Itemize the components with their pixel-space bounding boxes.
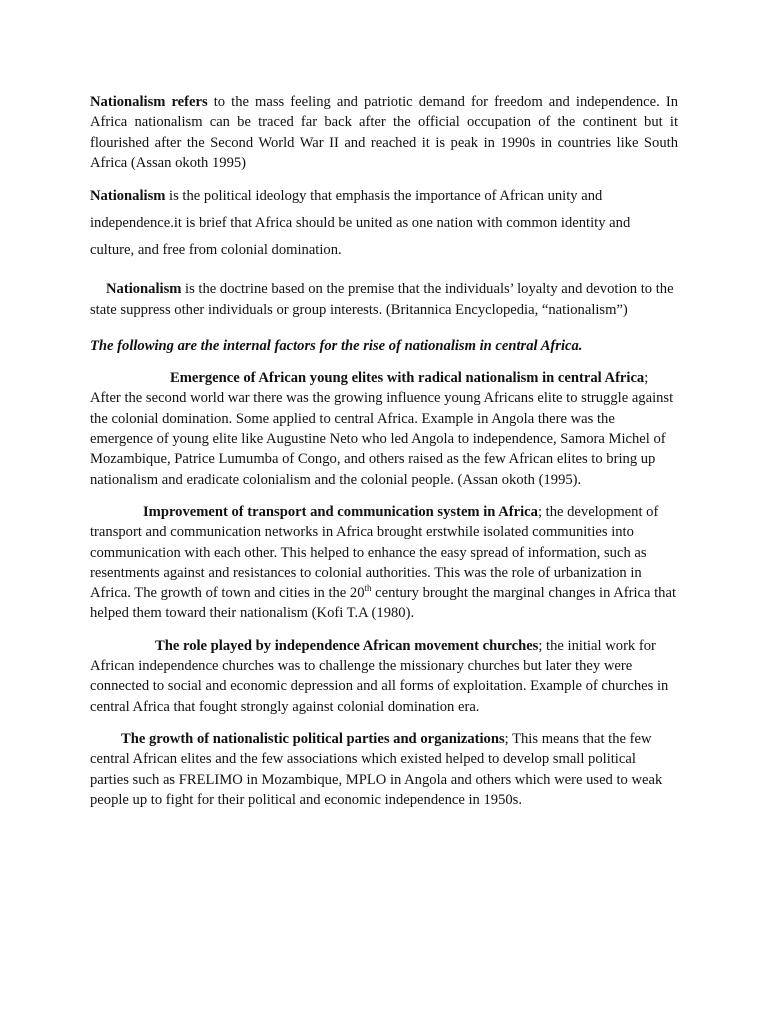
term-nationalism: Nationalism xyxy=(106,281,182,298)
paragraph-churches xyxy=(90,636,678,717)
paragraph-text: ; This means that the few central African elites and the few associations which existed helped to develop small political parties such as FRELIMO in Mozambique, MPLO in Angola and others which were used to weak people up to fight for their political and economic independence in 1950s. xyxy=(90,730,663,808)
paragraph-text: ; the initial work for African independence churches was to challenge the missionary churches but later they were connected to social and economic depression and all forms of exploitation. Example of churches in central Africa that fought strongly against colonial domination era. xyxy=(90,637,669,715)
section-heading-internal-factors xyxy=(90,336,678,356)
term-nationalism: Nationalism xyxy=(90,188,166,205)
paragraph-political-parties xyxy=(90,729,678,810)
paragraph-text: ; After the second world war there was the growing influence young Africans elite to struggle against the colonial domination. Some applied to central Africa. Example in Angola there was the emergence of young elite like Augustine Neto who led Angola to independence, Samora Michel of Mozambique, Patrice Lumumba of Congo, and others raised as the few African elites to bring up nationalism and eradicate colonialism and the colonial people. (Assan okoth (1995). xyxy=(90,370,674,488)
superscript-ordinal: th xyxy=(364,583,372,594)
paragraph-doctrine xyxy=(90,279,678,320)
paragraph-text: to the mass feeling and patriotic demand for freedom and independence. In Africa nationalism can be traced far back after the official occupation of the continent but it flourished after the Second World War II and reached it is peak in 1990s in countries like South Africa (Assan okoth 1995) xyxy=(90,94,678,171)
factor-title-political-parties: The growth of nationalistic political parties and organizations xyxy=(121,730,505,747)
factor-title-young-elites: Emergence of African young elites with radical nationalism in central Africa xyxy=(170,370,645,387)
heading-text: The following are the internal factors for the rise of nationalism in central Africa xyxy=(90,337,579,354)
paragraph-transport-communication xyxy=(90,502,678,624)
paragraph-text: ; the development of transport and communication networks in Africa brought erstwhile isolated communities into communication with each other. This helped to enhance the easy spread of information, such as resentments against and resistances to colonial authorities. This was the role of urbanization in Africa. The growth of town and cities in the 20 xyxy=(90,503,659,602)
paragraph-text: is the doctrine based on the premise that the individuals’ loyalty and devotion to the state suppress other individuals or group interests. (Britannica Encyclopedia, “nationalism”) xyxy=(90,281,674,318)
factor-title-churches: The role played by independence African movement churches xyxy=(155,637,539,654)
paragraph-text: is the political ideology that emphasis the importance of African unity and independence.it is brief that Africa should be united as one nation with common identity and culture, and free from colonial domination. xyxy=(90,188,631,258)
document-page xyxy=(90,92,678,810)
term-nationalism-refers: Nationalism refers xyxy=(90,94,208,110)
paragraph-nationalism-refers xyxy=(90,92,678,173)
paragraph-political-ideology xyxy=(90,183,678,263)
paragraph-text: century brought the marginal changes in Africa that helped them toward their nationalism (Kofi T.A (1980). xyxy=(90,585,677,622)
paragraph-young-elites xyxy=(90,368,678,490)
factor-title-transport: Improvement of transport and communication system in Africa xyxy=(143,503,538,520)
heading-tail: . xyxy=(578,337,583,354)
